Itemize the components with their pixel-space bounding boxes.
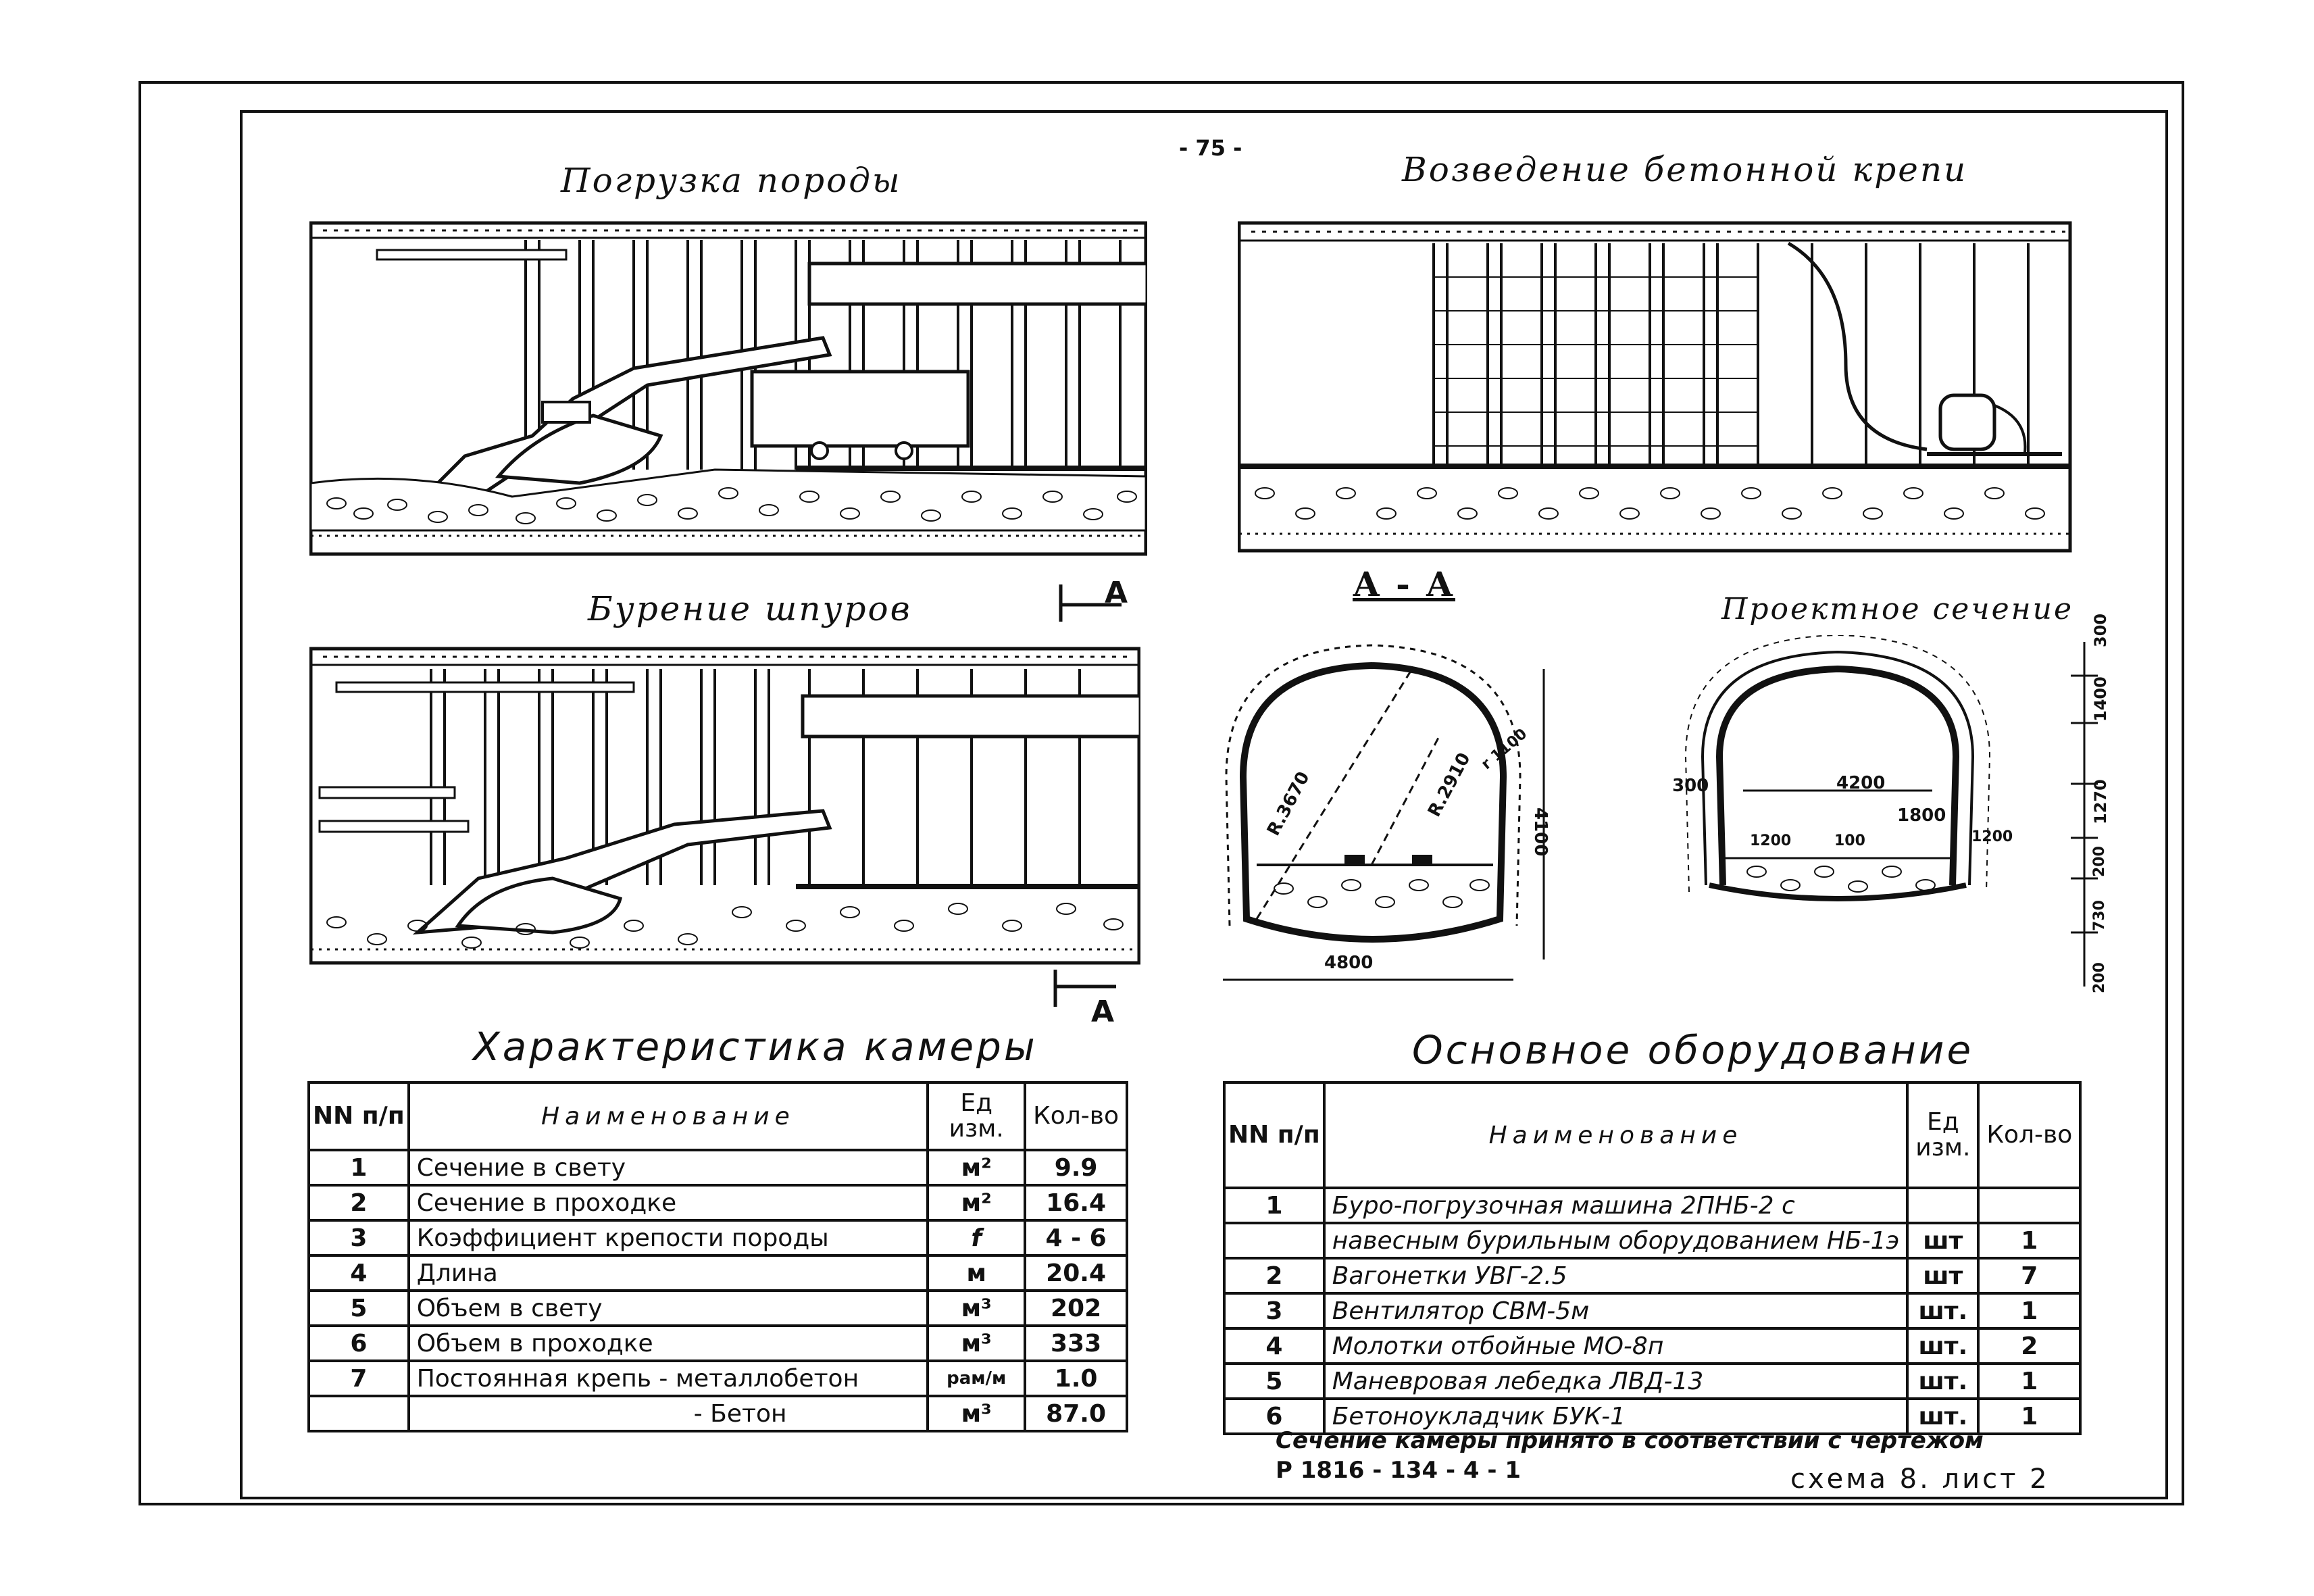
table-row: 6 Объем в проходке м³ 333 (309, 1326, 1127, 1361)
dim-v-1400: 1400 (2091, 676, 2110, 722)
dim-r2910: R.2910 (1424, 749, 1475, 821)
table-row: 2 Вагонетки УВГ-2.5 шт 7 (1224, 1258, 2080, 1293)
title-drilling: Бурение шпуров (588, 589, 912, 628)
table-row: 5 Объем в свету м³ 202 (309, 1291, 1127, 1326)
col-header-name: Наименование (1324, 1082, 1908, 1188)
col-header-qty: Кол-во (1025, 1082, 1127, 1150)
dim-r3670: R.3670 (1263, 768, 1314, 840)
table-row: 1 Буро-погрузочная машина 2ПНБ-2 с (1224, 1188, 2080, 1223)
table-row: 2 Сечение в проходке м² 16.4 (309, 1185, 1127, 1220)
col-header-num: NN п/п (309, 1082, 409, 1150)
section-marker-top-label: А (1105, 576, 1128, 610)
dim-1800: 1800 (1897, 805, 1946, 826)
page-number: - 75 - (1179, 135, 1242, 161)
dim-300-left: 300 (1672, 776, 1709, 796)
dim-height-4100: 4100 (1530, 807, 1551, 857)
note-line-2: Р 1816 - 134 - 4 - 1 (1276, 1457, 1521, 1484)
dim-1200-right: 1200 (1971, 828, 2013, 845)
chamber-table (307, 1081, 1128, 1432)
col-header-num: NN п/п (1224, 1082, 1324, 1188)
table-row: - Бетон м³ 87.0 (309, 1396, 1127, 1431)
dim-r1100: r 1100 (1478, 725, 1531, 774)
col-header-qty: Кол-во (1978, 1082, 2080, 1188)
drawing-drilling (309, 642, 1140, 966)
table-row: 1 Сечение в свету м² 9.9 (309, 1150, 1127, 1185)
table-row: 5 Маневровая лебедка ЛВД-13 шт. 1 (1224, 1364, 2080, 1399)
dim-width-4800: 4800 (1324, 953, 1374, 973)
title-loading: Погрузка породы (561, 161, 902, 200)
table-row: 6 Бетоноукладчик БУК-1 шт. 1 (1224, 1399, 2080, 1434)
section-marker-bottom-label: А (1091, 995, 1115, 1029)
title-main-equipment: Основное оборудование (1412, 1027, 1974, 1073)
dim-4200: 4200 (1836, 773, 1886, 793)
drawing-rock-loading (309, 213, 1147, 557)
title-chamber-specs: Характеристика камеры (473, 1024, 1038, 1070)
table-row: 4 Длина м 20.4 (309, 1255, 1127, 1291)
title-section-aa: А - А (1353, 564, 1456, 604)
dim-v-300: 300 (2091, 613, 2110, 647)
col-header-unit: Ед изм. (928, 1082, 1025, 1150)
title-concrete: Возведение бетонной крепи (1402, 150, 1968, 189)
dim-100: 100 (1834, 832, 1865, 849)
dim-1200-left: 1200 (1750, 832, 1792, 849)
dim-v-730: 730 (2091, 900, 2108, 931)
note-line-1: Сечение камеры принято в соответствии с чертежом (1276, 1427, 1984, 1454)
drawing-design-section (1655, 635, 2128, 1000)
table-row: 3 Коэффициент крепости породы f 4 - 6 (309, 1220, 1127, 1255)
table-row: навесным бурильным оборудованием НБ-1э шт 1 (1224, 1223, 2080, 1258)
title-design-section: Проектное сечение (1721, 592, 2074, 626)
table-row: 3 Вентилятор СВМ-5м шт. 1 (1224, 1293, 2080, 1328)
drawing-concrete-lining (1238, 216, 2072, 554)
col-header-unit: Ед изм. (1907, 1082, 1978, 1188)
table-row: 4 Молотки отбойные МО-8п шт. 2 (1224, 1328, 2080, 1364)
equipment-table (1223, 1081, 2082, 1435)
table-row: 7 Постоянная крепь - металлобетон рам/м 1.0 (309, 1361, 1127, 1396)
section-marker-bottom (1049, 966, 1130, 1020)
dim-v-1270: 1270 (2091, 779, 2110, 824)
dim-v-200-a: 200 (2091, 846, 2108, 877)
dim-v-200-b: 200 (2091, 962, 2108, 993)
sheet-label: схема 8. лист 2 (1790, 1464, 2050, 1495)
col-header-name: Наименование (409, 1082, 928, 1150)
